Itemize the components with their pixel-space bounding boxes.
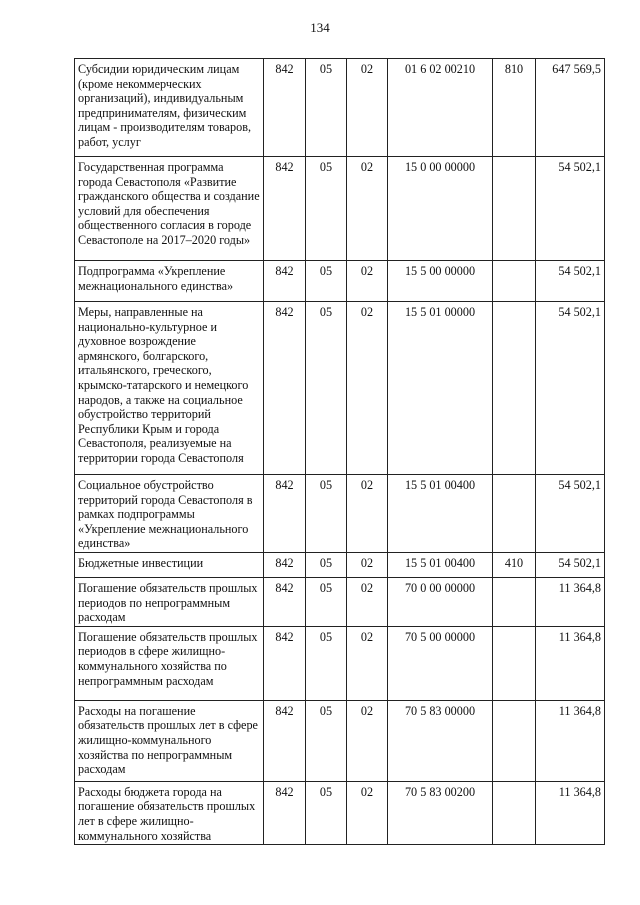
table-row bbox=[75, 626, 605, 700]
subsection-code-cell: 02 bbox=[347, 475, 388, 553]
expense-name-cell: Расходы бюджета города на погашение обязательств прошлых лет в сфере жилищно-коммунального хозяйства bbox=[75, 781, 264, 844]
department-code-cell: 842 bbox=[264, 552, 306, 577]
subsection-code-cell: 02 bbox=[347, 626, 388, 700]
section-code-cell: 05 bbox=[306, 475, 347, 553]
amount-cell: 54 502,1 bbox=[536, 302, 605, 475]
amount-cell: 11 364,8 bbox=[536, 781, 605, 844]
expense-name-cell: Расходы на погашение обязательств прошлых лет в сфере жилищно-коммунального хозяйства по непрограммным расходам bbox=[75, 700, 264, 781]
section-code-cell: 05 bbox=[306, 577, 347, 626]
subsection-code-cell: 02 bbox=[347, 577, 388, 626]
subsection-code-cell: 02 bbox=[347, 157, 388, 261]
expense-name-cell: Погашение обязательств прошлых периодов по непрограммным расходам bbox=[75, 577, 264, 626]
section-code-cell: 05 bbox=[306, 261, 347, 302]
target-item-code-cell: 15 5 01 00400 bbox=[388, 552, 493, 577]
department-code-cell: 842 bbox=[264, 302, 306, 475]
expense-type-code-cell bbox=[493, 781, 536, 844]
expense-type-code-cell bbox=[493, 302, 536, 475]
expense-name-cell: Погашение обязательств прошлых периодов в сфере жилищно-коммунального хозяйства по непрограммным расходам bbox=[75, 626, 264, 700]
department-code-cell: 842 bbox=[264, 700, 306, 781]
amount-cell: 54 502,1 bbox=[536, 475, 605, 553]
expense-name-cell: Субсидии юридическим лицам (кроме некоммерческих организаций), индивидуальным предпринимателям, физическим лицам - производителям товаров, работ, услуг bbox=[75, 59, 264, 157]
expense-type-code-cell: 810 bbox=[493, 59, 536, 157]
amount-cell: 54 502,1 bbox=[536, 157, 605, 261]
table-body bbox=[75, 59, 605, 845]
table-row bbox=[75, 261, 605, 302]
page-number: 134 bbox=[310, 20, 330, 35]
target-item-code-cell: 70 0 00 00000 bbox=[388, 577, 493, 626]
expense-type-code-cell bbox=[493, 475, 536, 553]
table-row bbox=[75, 475, 605, 553]
table-row bbox=[75, 781, 605, 844]
target-item-code-cell: 15 5 01 00400 bbox=[388, 475, 493, 553]
target-item-code-cell: 70 5 83 00000 bbox=[388, 700, 493, 781]
amount-cell: 54 502,1 bbox=[536, 261, 605, 302]
table-row bbox=[75, 552, 605, 577]
section-code-cell: 05 bbox=[306, 700, 347, 781]
expense-name-cell: Бюджетные инвестиции bbox=[75, 552, 264, 577]
expense-type-code-cell bbox=[493, 626, 536, 700]
target-item-code-cell: 15 0 00 00000 bbox=[388, 157, 493, 261]
target-item-code-cell: 15 5 00 00000 bbox=[388, 261, 493, 302]
section-code-cell: 05 bbox=[306, 302, 347, 475]
section-code-cell: 05 bbox=[306, 626, 347, 700]
department-code-cell: 842 bbox=[264, 59, 306, 157]
table-row bbox=[75, 157, 605, 261]
expense-type-code-cell bbox=[493, 261, 536, 302]
subsection-code-cell: 02 bbox=[347, 59, 388, 157]
section-code-cell: 05 bbox=[306, 552, 347, 577]
target-item-code-cell: 15 5 01 00000 bbox=[388, 302, 493, 475]
target-item-code-cell: 70 5 00 00000 bbox=[388, 626, 493, 700]
department-code-cell: 842 bbox=[264, 626, 306, 700]
department-code-cell: 842 bbox=[264, 781, 306, 844]
target-item-code-cell: 70 5 83 00200 bbox=[388, 781, 493, 844]
budget-table bbox=[74, 58, 605, 845]
table-row bbox=[75, 700, 605, 781]
amount-cell: 647 569,5 bbox=[536, 59, 605, 157]
department-code-cell: 842 bbox=[264, 475, 306, 553]
section-code-cell: 05 bbox=[306, 157, 347, 261]
department-code-cell: 842 bbox=[264, 261, 306, 302]
amount-cell: 11 364,8 bbox=[536, 700, 605, 781]
subsection-code-cell: 02 bbox=[347, 781, 388, 844]
expense-type-code-cell bbox=[493, 157, 536, 261]
amount-cell: 11 364,8 bbox=[536, 626, 605, 700]
table-row bbox=[75, 302, 605, 475]
subsection-code-cell: 02 bbox=[347, 302, 388, 475]
subsection-code-cell: 02 bbox=[347, 700, 388, 781]
expense-name-cell: Социальное обустройство территорий города Севастополя в рамках подпрограммы «Укрепление межнационального единства» bbox=[75, 475, 264, 553]
target-item-code-cell: 01 6 02 00210 bbox=[388, 59, 493, 157]
expense-name-cell: Государственная программа города Севастополя «Развитие гражданского общества и создание условий для обеспечения общественного согласия в городе Севастополе на 2017–2020 годы» bbox=[75, 157, 264, 261]
expense-type-code-cell: 410 bbox=[493, 552, 536, 577]
table-row bbox=[75, 577, 605, 626]
amount-cell: 11 364,8 bbox=[536, 577, 605, 626]
expense-name-cell: Меры, направленные на национально-культурное и духовное возрождение армянского, болгарского, итальянского, греческого, крымско-татарского и немецкого народов, а также на социальное обустройство территорий Республики Крым и города Севастополя, реализуемые на территории города Севастополя bbox=[75, 302, 264, 475]
subsection-code-cell: 02 bbox=[347, 261, 388, 302]
expense-type-code-cell bbox=[493, 577, 536, 626]
department-code-cell: 842 bbox=[264, 157, 306, 261]
expense-name-cell: Подпрограмма «Укрепление межнационального единства» bbox=[75, 261, 264, 302]
amount-cell: 54 502,1 bbox=[536, 552, 605, 577]
table-row bbox=[75, 59, 605, 157]
department-code-cell: 842 bbox=[264, 577, 306, 626]
section-code-cell: 05 bbox=[306, 781, 347, 844]
subsection-code-cell: 02 bbox=[347, 552, 388, 577]
section-code-cell: 05 bbox=[306, 59, 347, 157]
expense-type-code-cell bbox=[493, 700, 536, 781]
